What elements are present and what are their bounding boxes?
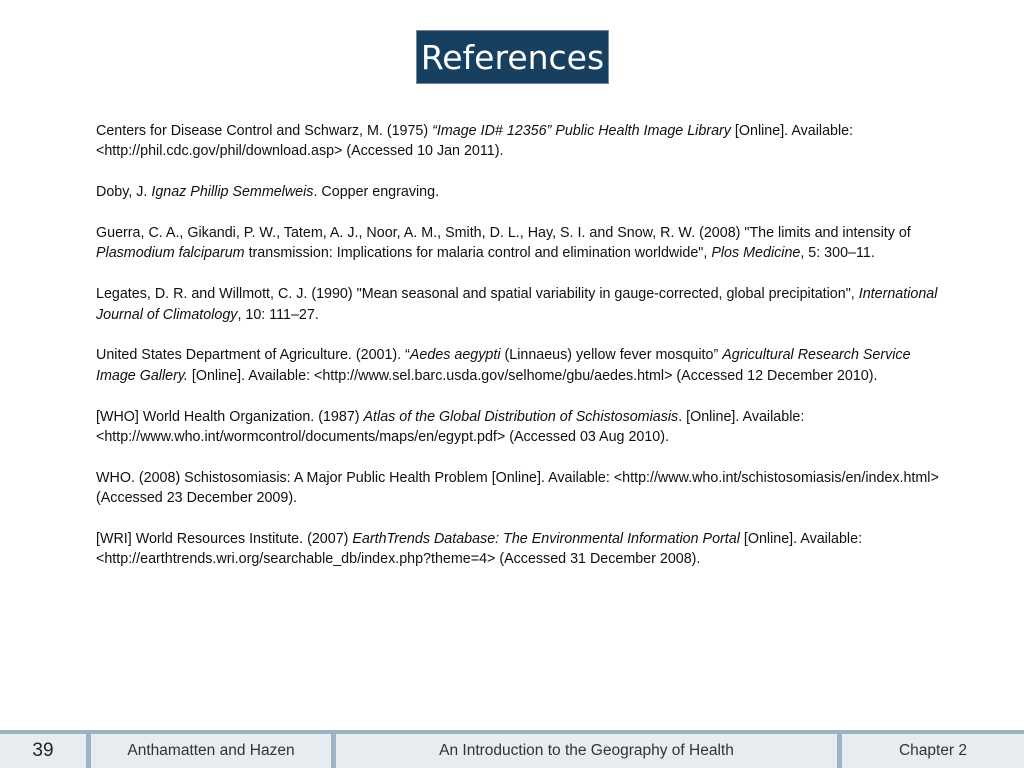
reference-italic-text: Agricultural Research Service Image Gallery. — [96, 347, 911, 384]
reference-italic-text: “Image ID# 12356” — [432, 123, 556, 139]
footer-bar — [0, 730, 1024, 768]
reference-text: , 5: 300–11. — [800, 245, 875, 262]
reference-item — [96, 345, 946, 386]
reference-text: [WHO] World Health Organization. (1987) — [96, 408, 364, 425]
reference-italic-text: Plasmodium falciparum — [96, 245, 245, 262]
footer-page-number: 39 — [0, 734, 91, 768]
reference-italic-text: Aedes aegypti — [409, 347, 501, 364]
reference-text: Doby, J. — [96, 184, 152, 201]
reference-item — [96, 223, 946, 264]
reference-text: [Online]. Available: <http://www.sel.barc.usda.gov/selhome/gbu/aedes.html> (Accessed 12 December 2010). — [187, 367, 878, 384]
reference-italic-text: Public Health Image Library — [555, 123, 731, 139]
reference-text: Guerra, C. A., Gikandi, P. W., Tatem, A. J., Noor, A. M., Smith, D. L., Hay, S. I. and Snow, R. W. (2008) "The limits and intensity of — [96, 225, 911, 241]
slide-title: References — [420, 37, 605, 77]
reference-text: [Online]. Available: <http://phil.cdc.gov/phil/download.asp> (Accessed 10 Jan 2011). — [96, 123, 854, 160]
reference-text: transmission: Implications for malaria control and elimination worldwide", — [244, 245, 712, 262]
reference-text: (Linnaeus) yellow fever mosquito” — [500, 347, 723, 364]
reference-item — [96, 407, 946, 448]
reference-text: WHO. (2008) Schistosomiasis: A Major Public Health Problem [Online]. Available: <http://www.who.int/schistosomiasis/en/index.html> (Accessed 23 December 2009). — [96, 469, 939, 507]
reference-text: , 10: 111–27. — [237, 306, 319, 323]
reference-item — [96, 529, 946, 570]
reference-italic-text: International Journal of Climatology — [96, 286, 938, 323]
slide-title-box — [416, 30, 609, 84]
footer-chapter: Chapter 2 — [898, 742, 968, 759]
reference-text: [Online]. Available: <http://earthtrends.wri.org/searchable_db/index.php?theme=4> (Accessed 31 December 2008). — [96, 531, 863, 568]
reference-italic-text: Ignaz Phillip Semmelweis — [151, 184, 314, 201]
footer-authors: Anthamatten and Hazen — [91, 734, 336, 768]
references-list — [96, 121, 946, 590]
reference-italic-text: EarthTrends Database: The Environmental Information Portal — [352, 531, 740, 548]
reference-text: . [Online]. Available: <http://www.who.int/wormcontrol/documents/maps/en/egypt.pdf> (Accessed 03 Aug 2010). — [96, 408, 805, 446]
reference-text: United States Department of Agriculture. (2001). “ — [96, 347, 410, 364]
reference-text: . Copper engraving. — [313, 184, 440, 201]
reference-italic-text: Atlas of the Global Distribution of Schistosomiasis — [363, 408, 679, 425]
reference-item — [96, 468, 946, 509]
footer-book-title: An Introduction to the Geography of Health — [336, 734, 842, 768]
reference-item — [96, 121, 946, 162]
reference-text: [WRI] World Resources Institute. (2007) — [96, 531, 353, 548]
reference-item — [96, 182, 946, 202]
reference-italic-text: Plos Medicine — [711, 245, 801, 262]
reference-text: Centers for Disease Control and Schwarz, M. (1975) — [96, 123, 433, 139]
reference-item — [96, 284, 946, 325]
reference-text: Legates, D. R. and Willmott, C. J. (1990) "Mean seasonal and spatial variability in gauge-corrected, global precipitation", — [96, 286, 859, 303]
